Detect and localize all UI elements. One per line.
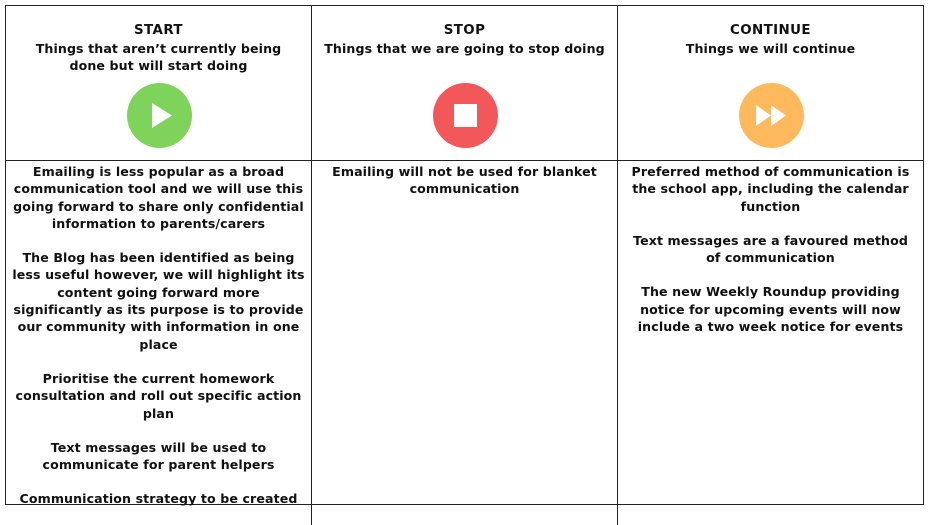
start-item: Communication strategy to be created [19, 491, 298, 507]
start-title: START [134, 23, 183, 38]
start-item: Prioritise the current homework consultation and roll out specific action plan [15, 370, 302, 421]
stop-item: Emailing will not be used for blanket communication [332, 164, 597, 197]
continue-item: Text messages are a favoured method of communication [633, 232, 908, 266]
continue-item: Preferred method of communication is the school app, including the calendar function [631, 164, 910, 214]
start-item: Text messages will be used to communicate for parent helpers [42, 439, 275, 473]
stop-subtitle: Things that we are going to stop doing [324, 41, 605, 56]
stop-icon [433, 83, 498, 148]
start-stop-continue-table [5, 5, 924, 505]
start-header [6, 6, 312, 161]
start-item: The Blog has been identified as being less useful however, we will highlight its content going forward more significantly as its purpose is to provide our community with information in one place [12, 250, 305, 352]
play-icon [127, 83, 192, 148]
continue-title: CONTINUE [730, 23, 811, 38]
stop-header [312, 6, 618, 161]
start-subtitle: Things that aren’t currently being done but will start doing [35, 41, 282, 74]
stop-items [312, 161, 618, 525]
continue-header [618, 6, 923, 161]
fast-forward-icon [739, 83, 804, 148]
stop-title: STOP [443, 23, 486, 38]
continue-items [618, 161, 923, 525]
continue-item: The new Weekly Roundup providing notice for upcoming events will now include a two week notice for events [637, 284, 904, 335]
start-items [6, 161, 312, 525]
start-item: Emailing is less popular as a broad communication tool and we will use this going forward to share only confidential information to parents/carers [13, 164, 304, 231]
continue-subtitle: Things we will continue [685, 41, 856, 56]
